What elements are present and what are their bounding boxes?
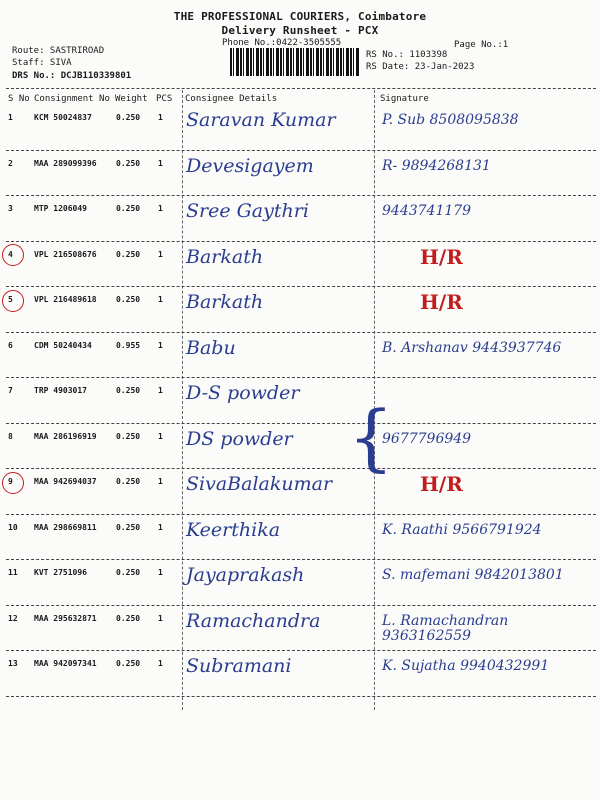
page-number: Page No.:1	[454, 40, 509, 50]
row-consignment-no: MTP 1206049	[34, 204, 87, 213]
row-pcs: 1	[158, 431, 163, 441]
col-sno: S No	[8, 94, 30, 104]
row-consignee-name: Babu	[186, 336, 236, 359]
row-pcs: 1	[158, 386, 163, 395]
red-mark-circle	[2, 472, 24, 494]
phone-number: Phone No.:0422-3505555	[222, 38, 342, 48]
row-weight: 0.250	[116, 568, 141, 577]
col-signature: Signature	[380, 94, 429, 104]
row-pcs: 1	[158, 204, 163, 213]
row-weight: 0.250	[116, 204, 141, 213]
row-pcs: 1	[158, 659, 163, 668]
rs-date: RS Date: 23-Jan-2023	[366, 62, 475, 72]
row-weight: 0.250	[116, 295, 141, 304]
row-consignee-name: Subramani	[186, 655, 292, 677]
row-divider	[6, 150, 596, 151]
row-pcs: 1	[158, 522, 163, 532]
route: Route: SASTRIROAD	[12, 46, 105, 56]
row-consignee-name: Devesigayem	[186, 154, 314, 177]
row-divider	[6, 286, 596, 287]
row-weight: 0.250	[116, 613, 141, 623]
row-divider	[6, 377, 596, 378]
row-pcs: 1	[158, 477, 163, 486]
row-pcs: 1	[158, 113, 163, 122]
row-weight: 0.955	[116, 340, 141, 350]
row-consignment-no: MAA 942097341	[34, 659, 97, 668]
row-pcs: 1	[158, 340, 163, 350]
row-signature: B. Arshanav 9443937746	[382, 339, 562, 356]
brace-mark: {	[348, 395, 394, 479]
row-consignment-no: MAA 295632871	[34, 613, 97, 623]
row-pcs: 1	[158, 613, 163, 623]
row-consignment-no: MAA 298669811	[34, 522, 97, 532]
row-sno: 7	[8, 386, 13, 395]
row-consignee-name: Barkath	[186, 245, 264, 268]
col-pcs: PCS	[156, 94, 173, 104]
row-divider	[6, 605, 596, 606]
col-consignee: Consignee Details	[185, 94, 278, 104]
col-consignment: Consignment No	[34, 94, 110, 104]
row-consignment-no: TRP 4903017	[34, 386, 87, 395]
staff: Staff: SIVA	[12, 58, 72, 68]
row-pcs: 1	[158, 295, 163, 304]
row-signature: K. Sujatha 9940432991	[382, 658, 550, 674]
row-sno: 12	[8, 613, 18, 623]
row-weight: 0.250	[116, 431, 141, 441]
row-sno: 4	[8, 249, 13, 259]
row-consignment-no: KCM 50024837	[34, 113, 92, 122]
row-consignee-name: Barkath	[186, 291, 264, 313]
row-divider	[6, 423, 596, 424]
row-sno: 10	[8, 522, 18, 532]
red-mark-circle	[2, 290, 24, 312]
row-weight: 0.250	[116, 386, 141, 395]
row-pcs: 1	[158, 568, 163, 577]
row-consignment-no: MAA 289099396	[34, 158, 97, 168]
row-consignee-name: Keerthika	[186, 518, 281, 541]
row-consignee-name: Jayaprakash	[186, 564, 305, 586]
row-consignment-no: KVT 2751096	[34, 568, 87, 577]
row-consignment-no: MAA 286196919	[34, 431, 97, 441]
row-signature: 9443741179	[382, 203, 472, 219]
row-signature: H/R	[420, 244, 463, 269]
row-sno: 9	[8, 477, 13, 486]
rs-number: RS No.: 1103398	[366, 50, 448, 60]
row-divider	[6, 241, 596, 242]
row-signature: H/R	[420, 472, 463, 496]
row-sno: 2	[8, 158, 13, 168]
row-consignee-name: Sree Gaythri	[186, 200, 309, 222]
row-consignment-no: CDM 50240434	[34, 340, 92, 350]
row-consignee-name: D-S powder	[186, 382, 300, 404]
document-subtitle: Delivery Runsheet - PCX	[221, 24, 379, 37]
header-divider	[6, 88, 596, 89]
row-sno: 13	[8, 659, 18, 668]
row-pcs: 1	[158, 158, 163, 168]
company-title: THE PROFESSIONAL COURIERS, Coimbatore	[173, 10, 427, 23]
row-sno: 8	[8, 431, 13, 441]
row-weight: 0.250	[116, 113, 141, 122]
row-divider	[6, 559, 596, 560]
row-consignment-no: MAA 942694037	[34, 477, 97, 486]
row-divider	[6, 696, 596, 697]
red-mark-circle	[2, 244, 24, 266]
row-consignee-name: SivaBalakumar	[186, 473, 333, 495]
row-weight: 0.250	[116, 158, 141, 168]
row-signature: P. Sub 8508095838	[382, 112, 519, 128]
col-weight: Weight	[115, 94, 148, 104]
row-weight: 0.250	[116, 659, 141, 668]
row-signature: S. mafemani 9842013801	[382, 567, 564, 583]
row-weight: 0.250	[116, 522, 141, 532]
row-signature: K. Raathi 9566791924	[382, 521, 542, 538]
row-signature: R- 9894268131	[382, 157, 491, 174]
row-divider	[6, 650, 596, 651]
barcode	[230, 48, 360, 76]
row-signature: 9677796949	[382, 430, 472, 447]
row-sno: 5	[8, 295, 13, 304]
row-divider	[6, 332, 596, 333]
row-sno: 11	[8, 568, 18, 577]
row-signature: L. Ramachandran 9363162559	[382, 612, 509, 644]
row-sno: 6	[8, 340, 13, 350]
drs-number: DRS No.: DCJB110339801	[12, 71, 132, 81]
row-sno: 1	[8, 113, 13, 122]
row-consignee-name: Saravan Kumar	[186, 109, 336, 131]
row-signature: H/R	[420, 290, 463, 314]
row-consignee-name: DS powder	[186, 427, 293, 450]
row-sno: 3	[8, 204, 13, 213]
row-divider	[6, 195, 596, 196]
row-divider	[6, 468, 596, 469]
row-consignment-no: VPL 216508676	[34, 249, 97, 259]
row-consignee-name: Ramachandra	[186, 609, 321, 632]
row-weight: 0.250	[116, 477, 141, 486]
row-weight: 0.250	[116, 249, 141, 259]
row-consignment-no: VPL 216489618	[34, 295, 97, 304]
row-pcs: 1	[158, 249, 163, 259]
row-divider	[6, 514, 596, 515]
column-divider	[182, 90, 183, 710]
